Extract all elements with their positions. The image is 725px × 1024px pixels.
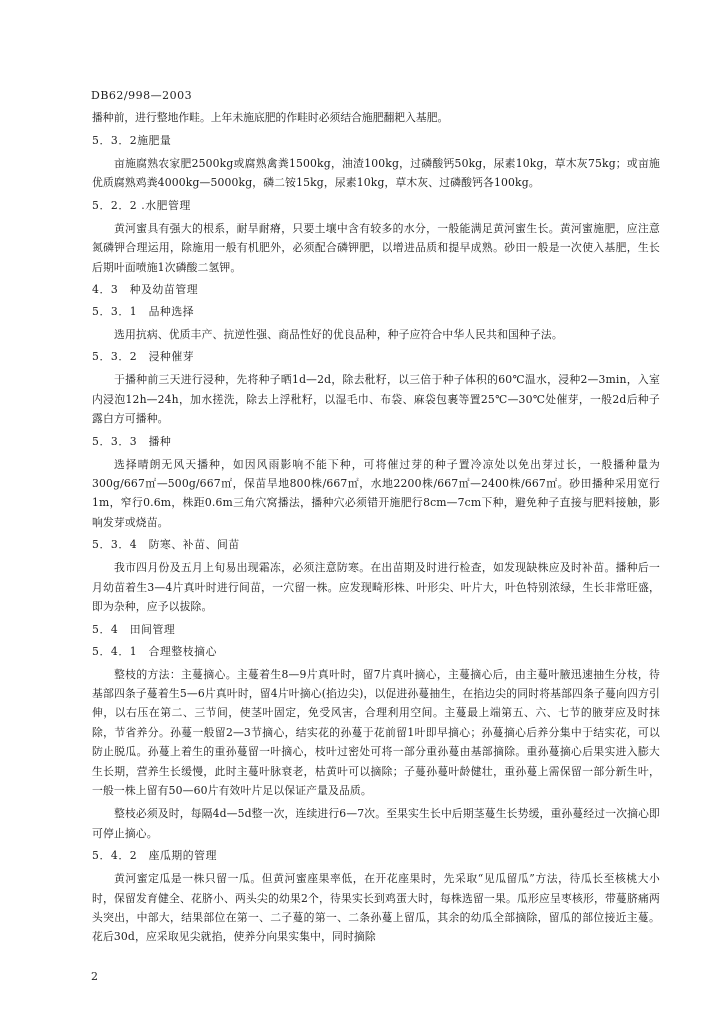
page-number: 2 (91, 970, 98, 983)
section-heading-5-3-4: 5．3．4 防寒、补苗、间苗 (92, 538, 240, 552)
paragraph-water-management: 黄河蜜具有强大的根系，耐旱耐瘠，只要土壤中含有较多的水分，一般能满足黄河蜜生长。黄河蜜施肥，应注意氮磷钾合理运用，除施用一般有机肥外，必须配合磷钾肥，以增进品质和提早成熟。砂田一般是一次使入基肥，生长后期叶面喷施1次磷酸二氢钾。 (92, 221, 660, 274)
paragraph-soaking: 于播种前三天进行浸种，先将种子晒1d—2d，除去秕籽，以三倍于种子体积的60℃温水，浸种2—3min，入室内浸泡12h—24h，加水搓洗，除去上浮秕籽，以湿毛巾、布袋、麻袋包裹等置25℃—30℃处催芽，一般2d后种子露白方可播种。 (92, 373, 660, 426)
section-heading-5-3-3: 5．3．3 播种 (92, 434, 172, 448)
section-heading-5-4-1: 5．4．1 合理整枝摘心 (92, 644, 217, 658)
standard-code: DB62/998—2003 (91, 89, 193, 102)
section-heading-5-3-2-soaking: 5．3．2 浸种催芽 (92, 350, 195, 364)
paragraph-variety-selection: 选用抗病、优质丰产、抗逆性强、商品性好的优良品种，种子应符合中华人民共和国种子法。 (114, 328, 563, 342)
section-heading-4-3: 4．3 种及幼苗管理 (92, 283, 199, 297)
section-heading-5-4: 5．4 田间管理 (92, 622, 176, 636)
paragraph-frost-protection: 我市四月份及五月上旬易出现霜冻，必须注意防寒。在出苗期及时进行检查，如发现缺株应及时补苗。播种后一月幼苗着生3—4片真叶时进行间苗，一穴留一株。应发现畸形株、叶形尖、叶片大，叶色特别浓绿，生长非常旺盛，即为杂种，应予以拔除。 (92, 561, 660, 614)
section-heading-5-2-2-water: 5．2．2 .水肥管理 (92, 198, 191, 212)
section-heading-5-3-1: 5．3．1 品种选择 (92, 305, 195, 319)
paragraph-fruit-setting: 黄河蜜定瓜是一株只留一瓜。但黄河蜜座果率低，在开花座果时，先采取“见瓜留瓜”方法，待瓜长至核桃大小时，保留发育健全、花脐小、两头尖的幼果2个，待果实长到鸡蛋大时，每株选留一果。瓜形应呈枣核形，带蔓脐痛两头突出，中部大，结果部位在第一、二子蔓的第一、二条孙蔓上留瓜，其余的幼瓜全部摘除，留瓜的部位接近主蔓。花后30d，应采取见尖就掐，使养分向果实集中，同时摘除 (92, 872, 660, 944)
section-heading-5-4-2: 5．4．2 座瓜期的管理 (92, 849, 217, 863)
body-content (92, 108, 660, 951)
paragraph-fertilizer-amount: 亩施腐熟农家肥2500kg或腐熟禽粪1500kg，油渣100kg，过磷酸钙50kg，尿素10kg，草木灰75kg；或亩施优质腐熟鸡粪4000kg—5000kg，磷二铵15kg，尿素10kg，草木灰、过磷酸钙各100kg。 (92, 157, 660, 190)
paragraph-pruning-frequency: 整枝必须及时，每隔4d—5d整一次，连续进行6—7次。至果实生长中后期茎蔓生长势缓，重孙蔓经过一次摘心即可停止摘心。 (92, 807, 660, 840)
paragraph-continuation: 播种前，进行整地作畦。上年未施底肥的作畦时必须结合施肥翻耙入基肥。 (92, 111, 449, 124)
section-heading-5-3-2-fertilizer: 5．3．2施肥量 (92, 134, 172, 147)
paragraph-pruning-method: 整枝的方法：主蔓摘心。主蔓着生8—9片真叶时，留7片真叶摘心，主蔓摘心后，由主蔓叶腋迅速抽生分枝，待基部四条子蔓着生5—6片真叶时，留4片叶摘心(掐边尖)，以促进孙蔓抽生，在掐边尖的同时将基部四条子蔓向四方引伸，以右压在第二、三节间，使茎叶固定，免受风害，合理利用空间。主蔓最上端第五、六、七节的腋芽应及时抹除，节省养分。孙蔓一般留2—3节摘心，结实花的孙蔓于花前留1叶即早摘心；孙蔓摘心后养分集中于结实花，可以防止脱瓜。孙蔓上着生的重孙蔓留一叶摘心，枝叶过密处可将一部分重孙蔓由基部摘除。重孙蔓摘心后果实进入膨大生长期，营养生长缓慢，此时主蔓叶脉衰老，枯黄叶可以摘除；子蔓孙蔓叶龄健壮，重孙蔓上需保留一部分新生叶，一般一株上留有50—60片有效叶片足以保证产量及品质。 (92, 667, 660, 797)
paragraph-sowing: 选择晴朗无风天播种，如因风雨影响不能下种，可将催过芽的种子置冷凉处以免出芽过长，一般播种量为300g/667㎡—500g/667㎡，保苗旱地800株/667㎡，水地2200株/667㎡—2400株/667㎡。砂田播种采用宽行1m，窄行0.6m，株距0.6m三角穴窝播法，播种穴必须错开施肥行8cm—7cm下种，避免种子直接与肥料接触，影响发芽或烧苗。 (92, 457, 660, 529)
